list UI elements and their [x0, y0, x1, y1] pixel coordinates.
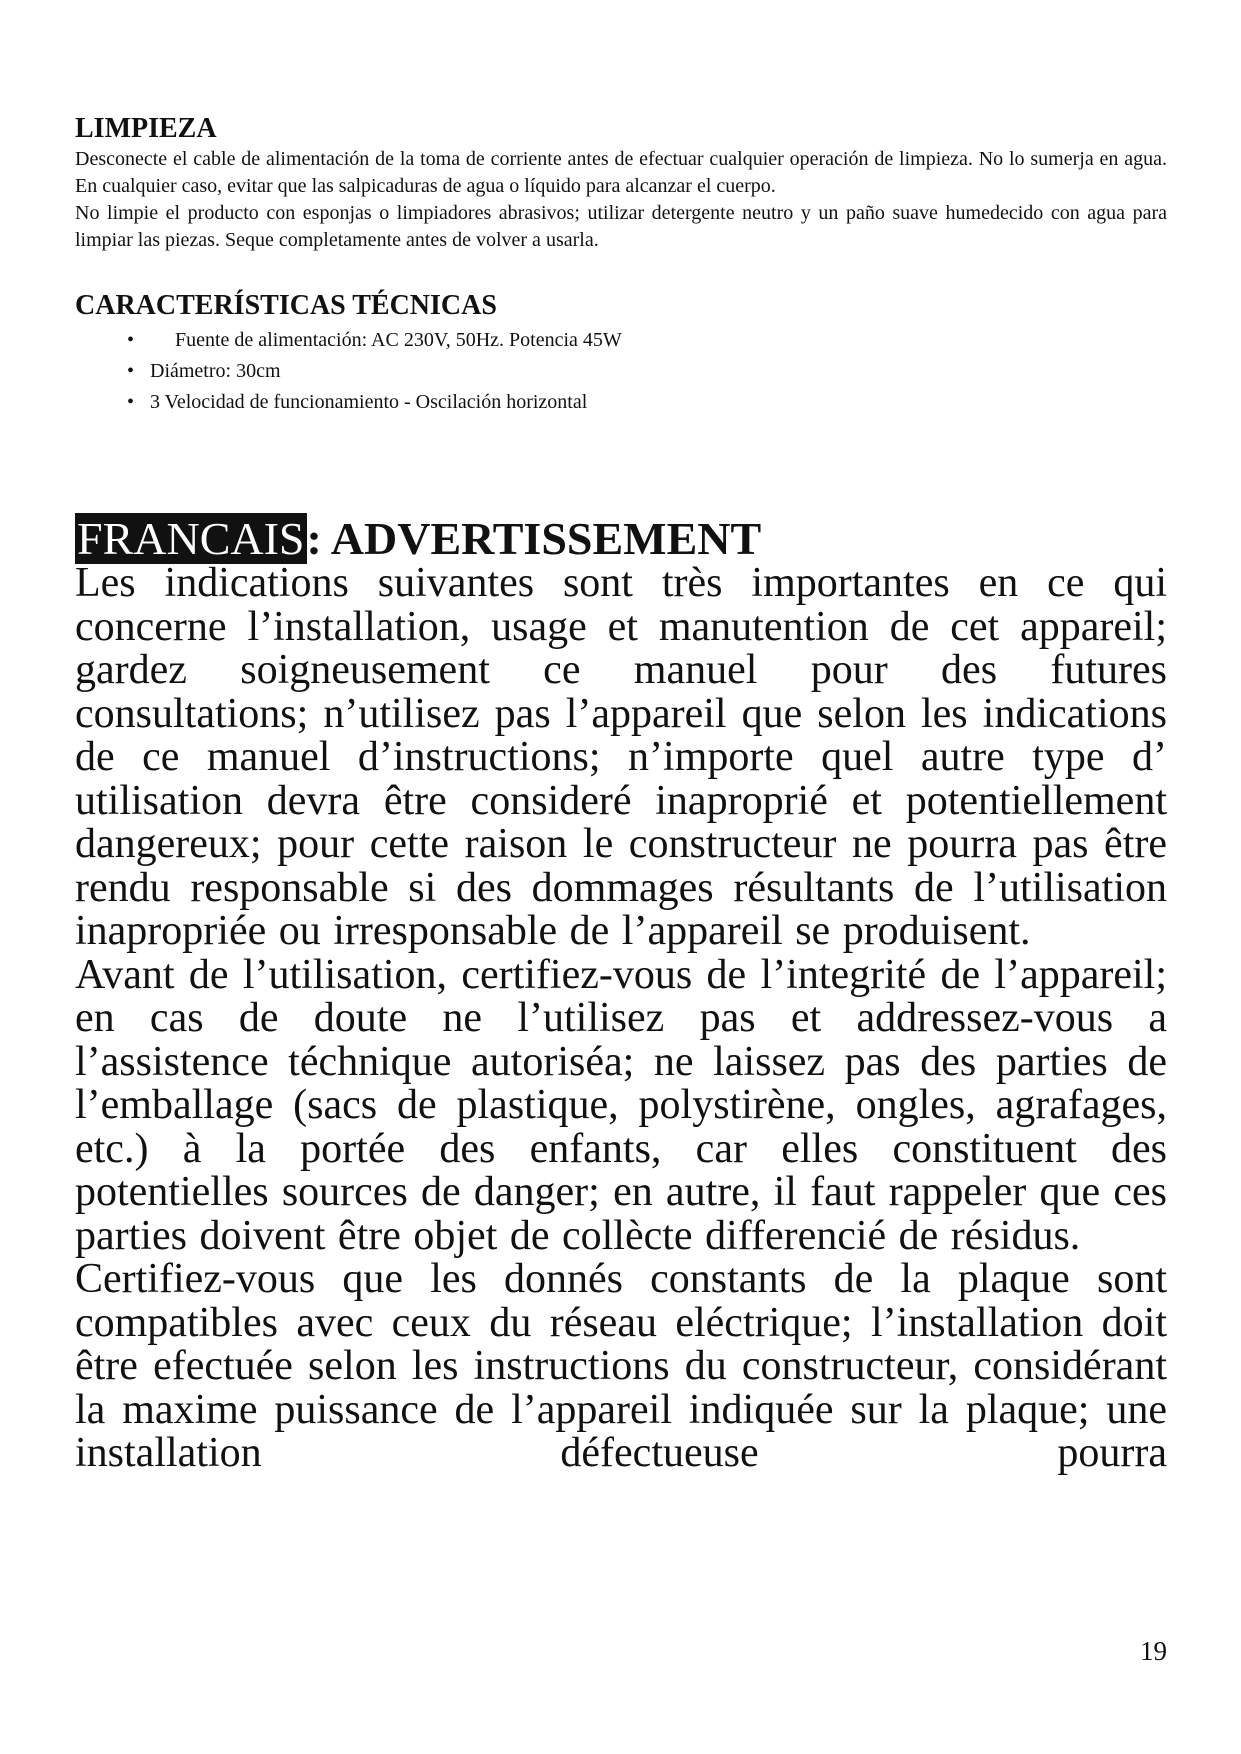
bullet-icon: •: [127, 391, 135, 413]
limpieza-heading: LIMPIEZA: [75, 113, 217, 144]
limpieza-paragraph-1: Desconecte el cable de alimentación de la toma de corriente antes de efectuar cualquier operación de limpieza. No lo sumerja en agua. En cualquier caso, evitar que las salpicaduras de agua o líquido para alcanzar el cuerpo.: [75, 148, 1167, 197]
language-tag: FRANCAIS: [77, 513, 305, 564]
page-number: 19: [1140, 1636, 1167, 1666]
spec-item-text: Fuente de alimentación: AC 230V, 50Hz. Potencia 45W: [175, 329, 622, 351]
francais-paragraph-2: Avant de l’utilisation, certifiez-vous de l’integrité de l’appareil; en cas de doute ne l’utilisez pas et addressez-vous a l’assistence téchnique autoriséa; ne laissez pas des parties de l’emballage (sacs de plastique, polystirène, ongles, agrafages, etc.) à la portée des enfants, car elles constituent des potentielles sources de danger; en autre, il faut rappeler que ces parties doivent être objet de collècte differencié de résidus.: [75, 951, 1167, 1259]
caracteristicas-heading: CARACTERÍSTICAS TÉCNICAS: [75, 290, 497, 321]
spec-list-item: [75, 325, 1167, 356]
francais-paragraph-3: Certifiez-vous que les donnés constants de la plaque sont compatibles avec ceux du réseau eléctrique; l’installation doit être efectuée selon les instructions du constructeur, considérant la maxime puissance de l’appareil indiquée sur la plaque; une installation défectueuse pourra: [75, 1256, 1167, 1476]
spec-item-text: 3 Velocidad de funcionamiento - Oscilación horizontal: [150, 391, 588, 413]
spec-list-item: [75, 356, 1167, 387]
francais-section: [75, 513, 1167, 1476]
francais-heading-title: : ADVERTISSEMENT: [306, 513, 762, 564]
spec-list-item: [75, 387, 1167, 418]
bullet-icon: •: [127, 360, 135, 382]
document-page: [75, 112, 1167, 1476]
spec-list: [75, 325, 1167, 418]
limpieza-paragraph-2: No limpie el producto con esponjas o limpiadores abrasivos; utilizar detergente neutro y un paño suave humedecido con agua para limpiar las piezas. Seque completamente antes de volver a usarla.: [75, 202, 1167, 251]
francais-paragraph-1: Les indications suivantes sont très importantes en ce qui concerne l’installation, usage et manutention de cet appareil; gardez soigneusement ce manuel pour des futures consultations; n’utilisez pas l’appareil que selon les indications de ce manuel d’instructions; n’importe quel autre type d’ utilisation devra être consideré inaproprié et potentiellement dangereux; pour cette raison le constructeur ne pourra pas être rendu responsable si des dommages résultants de l’utilisation inapropriée ou irresponsable de l’appareil se produisent.: [75, 560, 1167, 954]
francais-heading: [75, 513, 1167, 564]
bullet-icon: •: [127, 329, 135, 351]
spec-item-text: Diámetro: 30cm: [150, 360, 281, 382]
